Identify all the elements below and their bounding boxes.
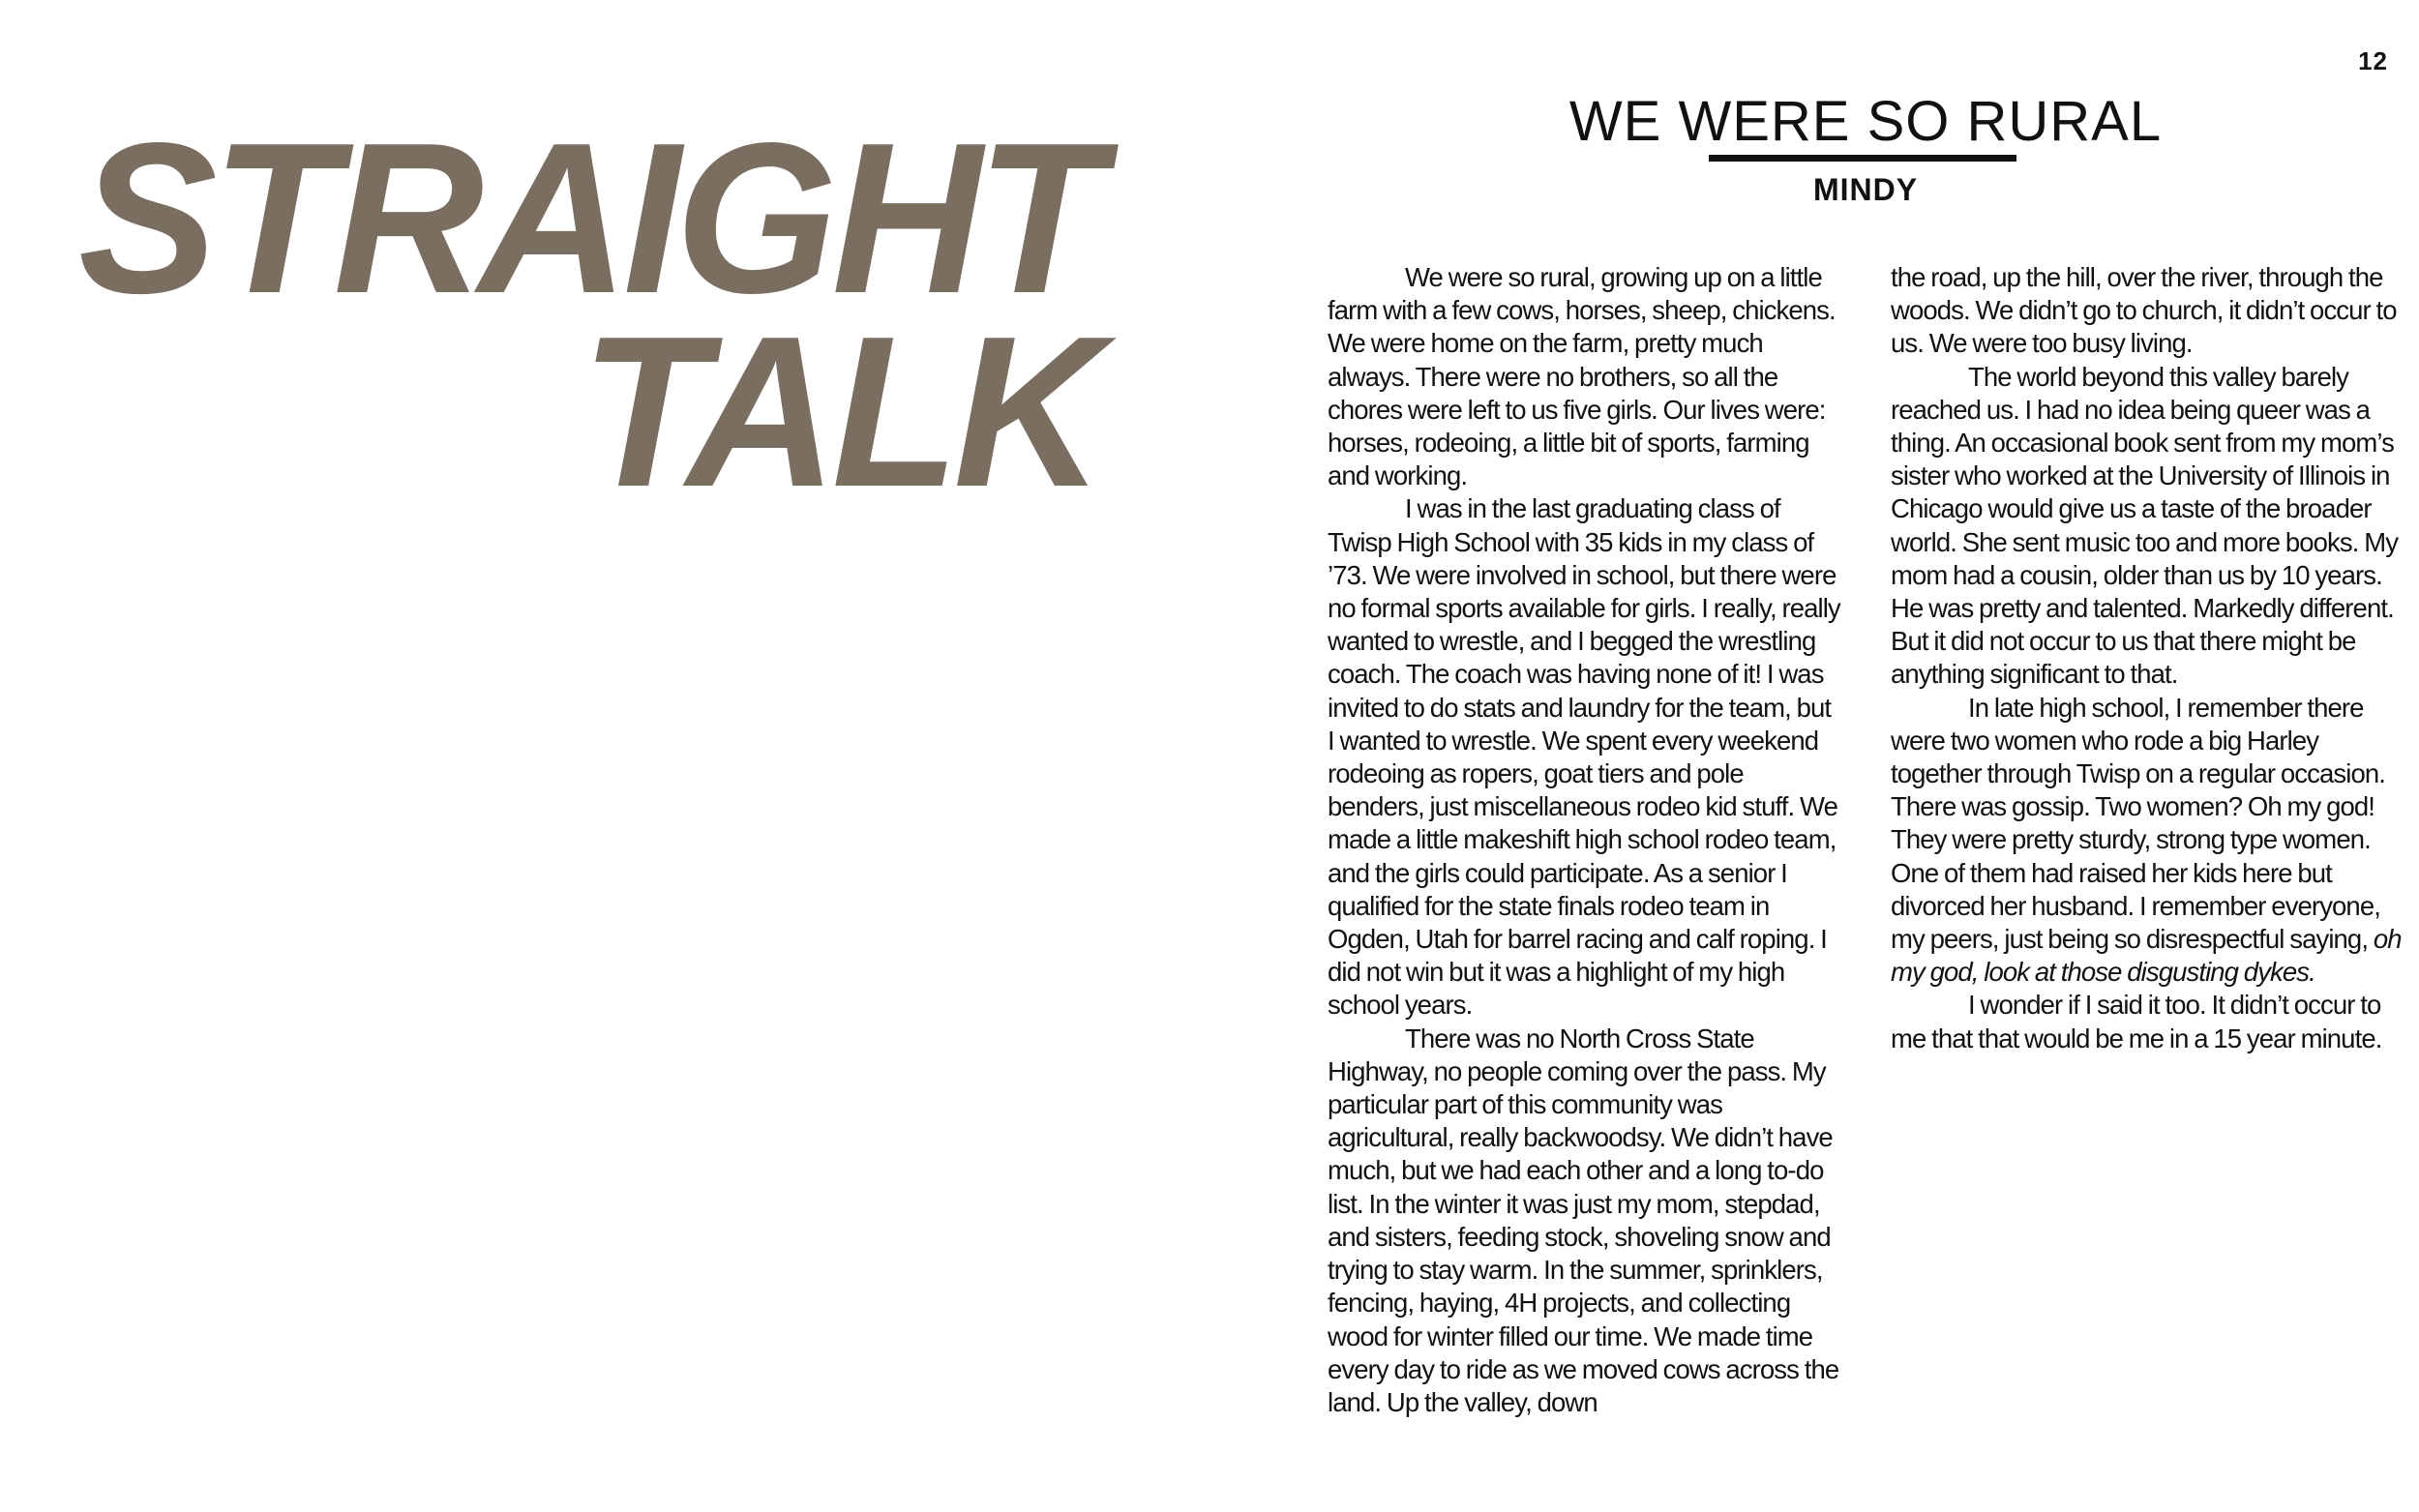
section-title-line-2: TALK (581, 292, 1098, 532)
paragraph-5-text: In late high school, I remember there were two women who rode a big Harley together through Twisp on a regular occasion. There was gossip. Two women? Oh my god! They were pretty sturdy, strong type women. One of them had raised her kids here but divorced her husband. I remember everyone, my peers, just being so disrespectful saying, (1891, 692, 2385, 955)
paragraph-5 (1891, 692, 2404, 990)
left-text-column (1328, 261, 1840, 1419)
paragraph-3-continuation: the road, up the hill, over the river, through the woods. We didn’t go to church, it didn’t occur to us. We were too busy living. (1891, 262, 2397, 359)
paragraph-6: I wonder if I said it too. It didn’t occur to me that that would be me in a 15 year minute. (1891, 990, 2382, 1053)
paragraph-4: The world beyond this valley barely reached us. I had no idea being queer was a thing. An occasional book sent from my mom’s sister who worked at the University of Illinois in Chicago would give us a taste of the broader world. She sent music too and more books. My mom had a cousin, older than us by 10 years. He was pretty and talented. Markedly different. But it did not occur to us that there might be anything significant to that. (1891, 361, 2399, 690)
page-number: 12 (2358, 46, 2388, 75)
right-text-column (1891, 261, 2404, 1055)
paragraph-1: We were so rural, growing up on a little farm with a few cows, horses, sheep, chickens. We were home on the farm, pretty much always. There were no brothers, so all the chores were left to us five girls. Our lives were: horses, rodeoing, a little bit of sports, farming and working. (1328, 262, 1836, 491)
paragraph-3: There was no North Cross State Highway, no people coming over the pass. My particular part of this community was agricultural, really backwoodsy. We didn’t have much, but we had each other and a long to-do list. In the winter it was just my mom, stepdad, and sisters, feeding stock, shoveling snow and trying to stay warm. In the summer, sprinklers, fencing, haying, 4H projects, and collecting wood for winter filled our time. We made time every day to ride as we moved cows across the land. Up the valley, down (1328, 1023, 1839, 1417)
article-title: WE WERE SO RURAL (1568, 90, 2163, 153)
section-title-line-1: STRAIGHT (77, 99, 1099, 339)
title-underline (1709, 155, 2016, 162)
section-title (33, 99, 1099, 532)
article-author: MINDY (1812, 172, 1919, 207)
paragraph-2: I was in the last graduating class of Twisp High School with 35 kids in my class of ’73. We were involved in school, but there were no formal sports available for girls. I really, really wanted to wrestle, and I begged the wrestling coach. The coach was having none of it! I was invited to do stats and laundry for the team, but I wanted to wrestle. We spent every weekend rodeoing as ropers, goat tiers and pole benders, just miscellaneous rodeo kid stuff. We made a little makeshift high school rodeo team, and the girls could participate. As a senior I qualified for the state finals rodeo team in Ogden, Utah for barrel racing and calf roping. I did not win but it was a highlight of my high school years. (1328, 493, 1840, 1021)
paragraph-5-quote: oh my god, look at those disgusting dykes. (1891, 924, 2402, 988)
